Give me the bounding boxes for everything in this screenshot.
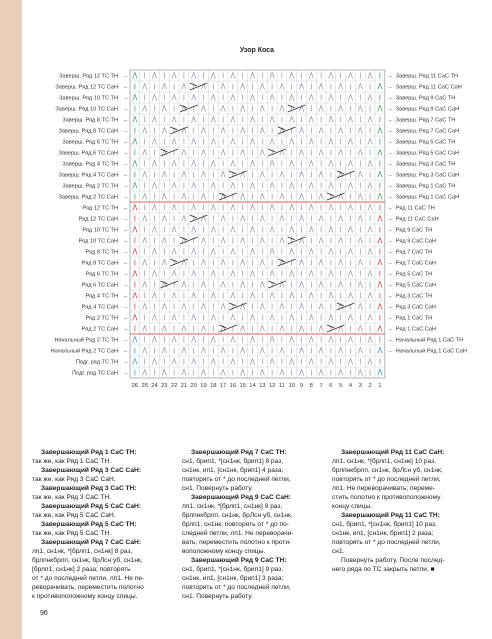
row-label-right: Ряд 9 СаС ТН <box>395 227 433 234</box>
instruction-line: [брлп1, сн1нк] 2 раза; повторять <box>32 566 131 573</box>
column-number: 4 <box>348 383 353 389</box>
arrow-left-icon: ← <box>387 216 394 223</box>
arrow-left-icon: ← <box>387 106 394 113</box>
row-label-right: Ряд 3 СаС ТН <box>395 293 433 300</box>
row-heading: Завершающий Ряд 5 СаС СаН: <box>41 503 142 510</box>
row-label-right: Ряд 5 СаС ТН <box>395 271 433 278</box>
column-number: 6 <box>329 383 333 389</box>
column-number: 3 <box>358 383 362 389</box>
instruction-line: брлпнкбрлп, сн1нк, брЛсн уб, сн1нк, <box>182 512 293 519</box>
instruction-line: сн1нк, ип1, [сн1нк, брип1] 2 раза; <box>332 530 434 537</box>
row-label-left: Заверш. Ряд 4 ТС ТН <box>62 161 118 168</box>
row-label-right: Заверш. Ряд 5 СаС СаН <box>395 150 460 157</box>
row-label-right: Ряд 11 СаС ТН <box>395 205 435 212</box>
arrow-left-icon: ← <box>387 304 394 311</box>
instruction-line: сн1, брип1, *[сн1нк, брип1] 8 раз, <box>182 458 284 465</box>
row-label-left: Ряд 10 ТС ТН <box>82 227 118 234</box>
row-label-right: Ряд 7 СаС ТН <box>395 249 433 256</box>
row-label-left: Заверш. Ряд 4 ТС СаН <box>58 172 118 179</box>
row-label-right: Начальный Ряд 1 СаС ТН <box>395 337 464 344</box>
column-number: 19 <box>200 383 207 389</box>
row-heading: Завершающий Ряд 7 СаС ТН: <box>191 449 287 456</box>
row-heading: Завершающий Ряд 9 СаС ТН: <box>191 557 287 564</box>
instruction-line: воположному концу спицы. <box>182 548 266 555</box>
arrow-right-icon: → <box>122 84 128 91</box>
column-number: 17 <box>219 383 227 389</box>
row-label-left: Заверш. Ряд 12 ТС ТН <box>59 73 118 80</box>
row-label-left: Ряд 8 ТС СаН <box>81 260 118 267</box>
arrow-left-icon: ← <box>387 249 394 256</box>
instruction-line: так же, как Ряд 3 СаС ТН. <box>32 494 112 501</box>
arrow-right-icon: → <box>122 326 128 333</box>
row-heading: Завершающий Ряд 9 СаС СаН: <box>191 494 292 501</box>
arrow-right-icon: → <box>122 106 128 113</box>
text-column-3 <box>332 448 450 574</box>
row-label-left: Заверш. Ряд 10 ТС СаН <box>55 106 118 113</box>
instruction-line: вать; переместить полотно к проти- <box>182 539 292 546</box>
row-heading: Завершающий Ряд 5 СаС ТН: <box>41 521 137 528</box>
chart-title: Узор Коса <box>239 47 275 54</box>
row-label-left: Ряд 12 ТС СаН <box>78 216 118 223</box>
instruction-line: сн1. <box>332 548 345 555</box>
instruction-line: лп1, сн1нк, *[брлп1, сн1нк] 8 раз, <box>32 548 133 555</box>
row-label-right: Ряд 11 СаС СаН <box>395 216 439 223</box>
arrow-left-icon: ← <box>387 337 394 344</box>
arrow-right-icon: → <box>122 304 128 311</box>
row-label-right: Заверш. Ряд 1 СаС СаН <box>395 194 460 201</box>
arrow-right-icon: → <box>122 205 128 212</box>
arrow-right-icon: → <box>122 161 128 168</box>
column-number: 7 <box>319 383 323 389</box>
instruction-line: брлпнкбрлп, сн1нк, брЛсн уб, сн1нк; <box>332 467 443 474</box>
instruction-line: брлпнкбрлп, сн1нк, брЛсн уб, сн1нк, <box>32 557 143 564</box>
arrow-left-icon: ← <box>387 227 394 234</box>
column-number: 2 <box>368 383 372 389</box>
row-label-right: Ряд 9 СаС СаН <box>395 238 436 245</box>
page-number: 96 <box>40 610 48 617</box>
arrow-right-icon: → <box>122 238 128 245</box>
instruction-line: так же, как Ряд 3 СаС СаН. <box>32 476 116 483</box>
arrow-left-icon: ← <box>387 161 394 168</box>
row-label-left: Ряд 4 ТС СаН <box>81 304 118 311</box>
column-number: 1 <box>378 383 382 389</box>
arrow-left-icon: ← <box>387 95 394 102</box>
row-heading: Завершающий Ряд 3 СаС СаН: <box>41 467 142 474</box>
instruction-line: брлп1, сн1нк; повторять от * до по- <box>182 521 289 528</box>
arrow-right-icon: → <box>122 249 128 256</box>
column-number: 15 <box>239 383 246 389</box>
column-number: 25 <box>141 383 148 389</box>
column-number: 24 <box>151 383 158 389</box>
arrow-right-icon: → <box>122 194 128 201</box>
column-number: 14 <box>249 383 256 389</box>
instruction-line: к противоположному концу спицы. <box>32 593 138 600</box>
row-label-left: Ряд 6 ТС ТН <box>85 271 118 278</box>
arrow-left-icon: ← <box>387 117 394 124</box>
instruction-line: лп1, сн1нк, *[брлп1, сн1нк] 9 раз, <box>182 503 283 510</box>
column-number: 11 <box>278 383 285 389</box>
instruction-line: него ряда по ТС закрыть петли. ■ <box>332 566 435 573</box>
row-label-left: Ряд 2 ТС ТН <box>85 315 118 322</box>
column-number: 22 <box>170 383 178 389</box>
row-label-right: Начальный Ряд 1 СаС СаН <box>395 348 467 355</box>
instruction-line: сн1. Повернуть работу. <box>182 485 253 492</box>
row-label-left: Ряд 8 ТС ТН <box>85 249 118 256</box>
column-number: 5 <box>339 383 343 389</box>
row-label-left: Заверш. Ряд 6 ТС СаН <box>58 150 118 157</box>
row-label-left: Начальный Ряд 2 ТС ТН <box>54 337 118 344</box>
instruction-line: повторять от * до последней петли, <box>332 476 441 483</box>
row-heading: Завершающий Ряд 3 СаС ТН: <box>41 485 137 492</box>
column-number: 16 <box>229 383 237 389</box>
arrow-right-icon: → <box>122 348 128 355</box>
arrow-right-icon: → <box>122 172 128 179</box>
arrow-left-icon: ← <box>387 73 394 80</box>
row-label-left: Заверш. Ряд 2 ТС СаН <box>58 194 118 201</box>
column-number: 21 <box>180 383 188 389</box>
row-label-left: Заверш. Ряд 12 ТС СаН <box>55 84 118 91</box>
arrow-left-icon: ← <box>387 260 394 267</box>
row-label-left: Ряд 6 ТС СаН <box>81 282 118 289</box>
page-margin-band <box>0 0 22 639</box>
column-number: 20 <box>190 383 197 389</box>
row-label-left: Ряд 10 ТС СаН <box>78 238 118 245</box>
arrow-right-icon: → <box>122 73 128 80</box>
instruction-line: сн1, брип1, *[сн1нк, брип1] 9 раз, <box>182 566 284 573</box>
instruction-line: повторять от * до последней петли, <box>332 539 441 546</box>
column-number: 8 <box>309 383 313 389</box>
arrow-left-icon: ← <box>387 205 394 212</box>
arrow-right-icon: → <box>122 337 128 344</box>
instruction-line: следней петли, лп1. Не переворачи- <box>182 530 294 537</box>
row-label-right: Заверш. Ряд 11 СаС ТН <box>395 73 459 80</box>
arrow-right-icon: → <box>122 139 128 146</box>
row-label-left: Заверш. Ряд 8 ТС СаН <box>58 128 118 135</box>
instruction-line: сн1нк, ип1, [сн1нк, брип1] 3 раза; <box>182 575 284 582</box>
row-label-right: Ряд 1 СаС СаН <box>395 326 436 333</box>
row-label-right: Заверш. Ряд 5 СаС ТН <box>395 139 456 146</box>
row-label-left: Заверш. Ряд 8 ТС ТН <box>62 117 118 124</box>
row-label-left: Заверш. Ряд 6 ТС ТН <box>62 139 118 146</box>
row-label-right: Заверш. Ряд 3 СаС СаН <box>395 172 460 179</box>
arrow-left-icon: ← <box>387 172 394 179</box>
column-number: 9 <box>299 383 304 389</box>
row-label-right: Заверш. Ряд 11 СаС СаН <box>395 84 462 91</box>
arrow-left-icon: ← <box>387 348 394 355</box>
row-heading: Завершающий Ряд 11 СаС ТН: <box>341 512 440 519</box>
arrow-right-icon: → <box>122 150 128 157</box>
row-label-right: Заверш. Ряд 9 СаС ТН <box>395 95 456 102</box>
arrow-right-icon: → <box>122 271 128 278</box>
row-label-left: Подг. ряд ТС ТН <box>75 359 118 366</box>
instruction-line: лп1, сн1нк, *[брлп1, сн1нк] 10 раз, <box>332 458 436 465</box>
row-label-left: Заверш. Ряд 2 ТС ТН <box>62 183 118 190</box>
instruction-line: повторять от * до последней петли, <box>182 476 291 483</box>
instruction-line: Повернуть работу. После послед- <box>341 557 445 564</box>
knitting-chart <box>22 60 492 400</box>
instruction-line: сн1, брип1, *[сн1нк, брип1] 10 раз, <box>332 521 437 528</box>
column-number: 12 <box>268 383 276 389</box>
arrow-left-icon: ← <box>387 128 394 135</box>
arrow-right-icon: → <box>122 227 128 234</box>
instruction-line: от * до последней петли, лп1. Не пе- <box>32 575 145 582</box>
arrow-left-icon: ← <box>387 183 394 190</box>
instruction-line: повторять от * до последней петли, <box>182 584 291 591</box>
row-heading: Завершающий Ряд 1 СаС ТН: <box>41 449 137 456</box>
instruction-line: сн1нк, ип1, [сн1нк, брип1] 4 раза; <box>182 467 284 474</box>
text-column-2 <box>182 448 300 601</box>
instruction-line: лп1. Не переворачивать; переме- <box>332 485 436 492</box>
row-label-right: Ряд 3 СаС СаН <box>395 304 436 311</box>
arrow-left-icon: ← <box>387 271 394 278</box>
instruction-line: реворачивать; переместить полотно <box>32 584 144 591</box>
arrow-left-icon: ← <box>387 326 394 333</box>
book-page <box>22 0 492 639</box>
row-label-right: Заверш. Ряд 7 СаС СаН <box>395 128 460 135</box>
arrow-left-icon: ← <box>387 139 394 146</box>
arrow-right-icon: → <box>122 293 128 300</box>
arrow-right-icon: → <box>122 117 128 124</box>
row-label-right: Ряд 1 СаС ТН <box>395 315 433 322</box>
instruction-line: сн1. Повернуть работу. <box>182 593 253 600</box>
row-heading: Завершающий Ряд 11 СаС СаН: <box>341 449 445 456</box>
arrow-left-icon: ← <box>387 238 394 245</box>
row-label-right: Заверш. Ряд 3 СаС ТН <box>395 161 456 168</box>
instruction-line: так же, как Ряд 5 СаС СаН. <box>32 512 116 519</box>
instruction-line: так же, как Ряд 1 СаС ТН. <box>32 458 112 465</box>
arrow-left-icon: ← <box>387 293 394 300</box>
row-label-right: Заверш. Ряд 1 СаС ТН <box>395 183 456 190</box>
arrow-right-icon: → <box>122 216 128 223</box>
row-label-right: Ряд 7 СаС СаН <box>395 260 436 267</box>
arrow-right-icon: → <box>122 183 128 190</box>
arrow-left-icon: ← <box>387 194 394 201</box>
column-number: 13 <box>259 383 266 389</box>
row-label-right: Заверш. Ряд 7 СаС ТН <box>395 117 456 124</box>
column-number: 18 <box>210 383 217 389</box>
column-number: 23 <box>161 383 168 389</box>
arrow-right-icon: → <box>122 315 128 322</box>
column-number: 10 <box>288 383 295 389</box>
row-heading: Завершающий Ряд 7 СаС СаН: <box>41 539 142 546</box>
row-label-left: Начальный Ряд 2 ТС СаН <box>50 348 118 355</box>
column-number: 26 <box>131 383 139 389</box>
row-label-left: Ряд 4 ТС ТН <box>85 293 118 300</box>
arrow-left-icon: ← <box>387 315 394 322</box>
row-label-left: Заверш. Ряд 10 ТС ТН <box>59 95 118 102</box>
row-label-left: Ряд 12 ТС ТН <box>82 205 118 212</box>
arrow-right-icon: → <box>122 128 128 135</box>
row-label-right: Ряд 5 СаС СаН <box>395 282 436 289</box>
arrow-left-icon: ← <box>387 282 394 289</box>
instruction-line: стить полотно к противоположному <box>332 494 441 501</box>
arrow-right-icon: → <box>122 260 128 267</box>
arrow-right-icon: → <box>122 282 128 289</box>
row-label-left: Подг. ряд ТС СаН <box>72 370 118 377</box>
arrow-right-icon: → <box>122 359 128 366</box>
arrow-right-icon: → <box>122 370 128 377</box>
text-column-1 <box>32 448 150 601</box>
instruction-line: так же, как Ряд 5 СаС ТН. <box>32 530 112 537</box>
arrow-left-icon: ← <box>387 84 394 91</box>
row-label-right: Заверш. Ряд 9 СаС СаН <box>395 106 460 113</box>
row-label-left: Ряд 2 ТС СаН <box>81 326 118 333</box>
arrow-left-icon: ← <box>387 150 394 157</box>
arrow-right-icon: → <box>122 95 128 102</box>
instruction-line: концу спицы. <box>332 503 373 510</box>
